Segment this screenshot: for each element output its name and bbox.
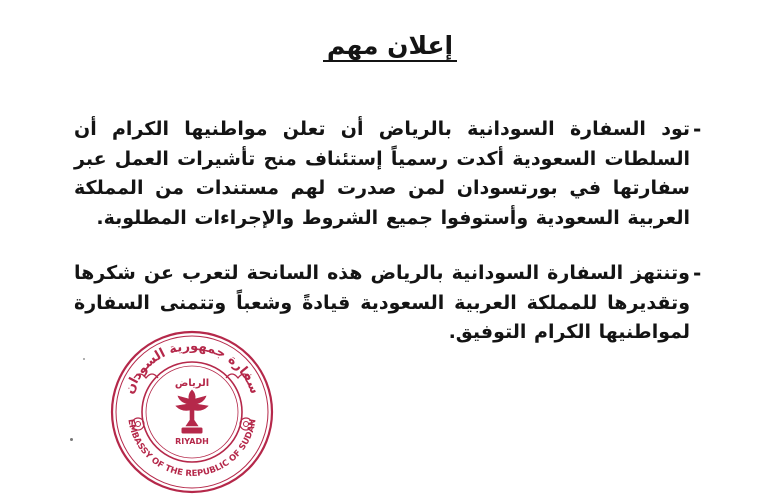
paragraph-1: تود السفارة السودانية بالرياض أن تعلن مواطنيها الكرام أن السلطات السعودية أكدت رسمياً إستئناف منح تأشيرات العمل عبر سفارتها في بورتسودان لمن صدرت لهم مستندات من المملكة العربية السعودية وأستوفوا جميع الشروط والإجراءات المطلوبة.: [74, 118, 690, 229]
ink-speck: [70, 438, 73, 441]
embassy-seal-stamp: [108, 328, 276, 496]
seal-english-ring: EMBASSY OF THE REPUBLIC OF SUDAN: [125, 418, 259, 480]
announcement-title: [0, 28, 780, 64]
paragraph-2: وتنتهز السفارة السودانية بالرياض هذه السانحة لتعرب عن شكرها وتقديرها للمملكة العربية السعودية قيادةً وشعباً وتتمنى السفارة لمواطنيها الكرام التوفيق.: [74, 262, 690, 343]
seal-city-arabic: الرياض: [174, 378, 210, 389]
bullet-dash-2: -: [693, 261, 702, 285]
title-text: إعلان مهم: [323, 31, 457, 62]
seal-city-english: RIYADH: [175, 437, 209, 446]
emblem-icon: [176, 390, 208, 433]
seal-arabic-ring: سفارة جمهورية السودان: [121, 338, 263, 397]
bullet-dash-1: -: [693, 117, 702, 141]
ink-speck: [83, 358, 85, 360]
